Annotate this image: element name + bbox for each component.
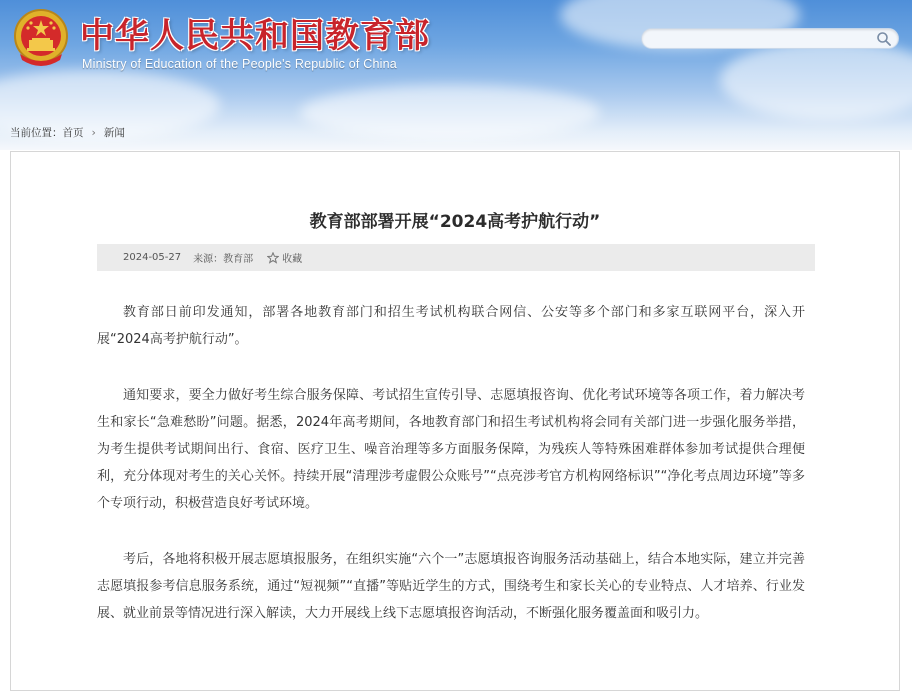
article-date: 2024-05-27 [123,252,182,263]
site-header [0,0,912,150]
article-body [97,299,805,656]
search-icon[interactable] [876,31,892,47]
breadcrumb-news-link[interactable]: 新闻 [103,127,125,139]
article-paragraph: 通知要求，要全力做好考生综合服务保障、考试招生宣传引导、志愿填报咨询、优化考试环境等各项工作，着力解决考生和家长“急难愁盼”问题。据悉，2024年高考期间，各地教育部门和招生考试机构将会同有关部门进一步强化服务举措，为考生提供考试期间出行、食宿、医疗卫生、噪音治理等多方面服务保障，为残疾人等特殊困难群体参加考试提供合理便利，充分体现对考生的关心关怀。持续开展“清理涉考虚假公众账号”“点亮涉考官方机构网络标识”“净化考点周边环境”等多个专项行动，积极营造良好考试环境。 [97,388,805,511]
article-title: 教育部部署开展“2024高考护航行动” [309,212,601,232]
article-paragraph: 考后，各地将积极开展志愿填报服务，在组织实施“六个一”志愿填报咨询服务活动基础上，结合本地实际，建立并完善志愿填报参考信息服务系统，通过“短视频”“直播”等贴近学生的方式，围绕考生和家长关心的专业特点、人才培养、行业发展、就业前景等情况进行深入解读，大力开展线上线下志愿填报咨询活动，不断强化服务覆盖面和吸引力。 [97,552,805,621]
article-paragraph: 教育部日前印发通知，部署各地教育部门和招生考试机构联合网信、公安等多个部门和多家互联网平台，深入开展“2024高考护航行动”。 [97,305,805,347]
article-panel [10,151,900,691]
site-title[interactable]: 中华人民共和国教育部 [80,16,430,56]
cloud-decoration [300,85,600,140]
breadcrumb-label: 当前位置： [10,127,63,139]
chevron-right-icon: › [91,126,96,139]
favorite-label: 收藏 [282,254,303,265]
national-emblem-icon[interactable] [12,8,70,70]
breadcrumb-home-link[interactable]: 首页 [62,127,84,139]
star-icon [267,252,279,264]
breadcrumb [10,125,125,140]
article-source: 来源：教育部 [193,254,254,265]
site-subtitle: Ministry of Education of the People's Republic of China [82,57,397,71]
favorite-button[interactable] [267,250,302,265]
article-meta-bar [97,244,815,271]
search-input[interactable] [652,30,872,47]
cloud-decoration [720,40,912,120]
search-box [641,28,899,49]
